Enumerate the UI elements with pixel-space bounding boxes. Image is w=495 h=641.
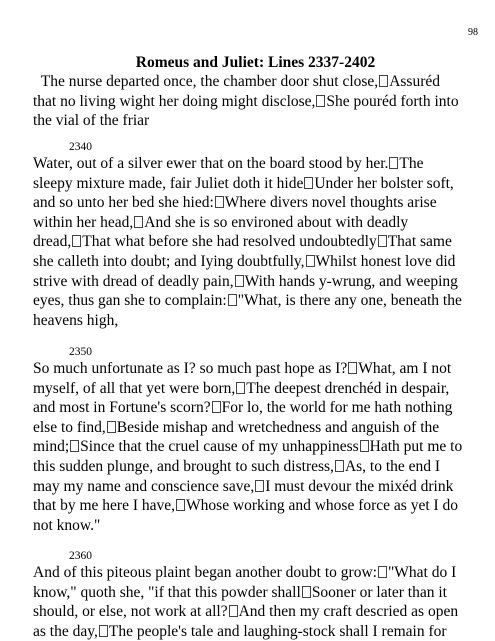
text-line: heavens high, bbox=[33, 311, 119, 329]
text-line: dread, That what before she had resolved undoubtedly That same bbox=[33, 233, 452, 251]
text-line: Water, out of a silver ewer that on the board stood by her. The bbox=[33, 155, 424, 172]
line-break-box-icon bbox=[378, 566, 387, 578]
line-break-box-icon bbox=[378, 235, 387, 247]
line-break-box-icon bbox=[235, 275, 244, 287]
line-break-box-icon bbox=[306, 255, 315, 267]
text-line: should, or else, not work at all? And then my craft descried as open bbox=[33, 603, 459, 621]
line-break-box-icon bbox=[316, 95, 325, 107]
text-line: may my name and conscience save, I must devour the mixéd drink bbox=[33, 477, 454, 495]
text-line: myself, of all that yet were born, The deepest drenchéd in despair, bbox=[33, 379, 450, 397]
line-break-box-icon bbox=[302, 586, 311, 598]
line-break-box-icon bbox=[236, 382, 245, 394]
text-line: as the day, The people's tale and laughing-stock shall I remain for bbox=[33, 622, 447, 640]
text-line: and so unto her bed she hied: Where divers novel thoughts arise bbox=[33, 194, 437, 212]
text-line: eyes, thus gan she to complain: "What, is there any one, beneath the bbox=[33, 292, 462, 310]
line-break-box-icon bbox=[212, 401, 221, 413]
line-break-box-icon bbox=[304, 177, 313, 189]
line-break-box-icon bbox=[107, 421, 116, 433]
text-line: that no living wight her doing might disclose, She pouréd forth into bbox=[33, 92, 459, 110]
line-break-box-icon bbox=[70, 440, 79, 452]
line-number-2350: 2350 bbox=[69, 346, 92, 358]
text-line: And of this piteous plaint began another doubt to grow: "What do I bbox=[33, 564, 457, 581]
line-number-2340: 2340 bbox=[69, 141, 92, 153]
text-line: strive with dread of deadly pain, With hands y-wrung, and weeping bbox=[33, 272, 458, 290]
page-number: 98 bbox=[468, 27, 478, 38]
line-break-box-icon bbox=[389, 157, 398, 169]
text-line: So much unfortunate as I? so much past hope as I? What, am I not bbox=[33, 360, 452, 377]
line-number-2360: 2360 bbox=[69, 550, 92, 562]
text-line: the vial of the friar bbox=[33, 112, 150, 130]
line-break-box-icon bbox=[360, 440, 369, 452]
line-break-box-icon bbox=[134, 216, 143, 228]
line-break-box-icon bbox=[72, 235, 81, 247]
text-block-4 bbox=[33, 563, 481, 641]
text-line: she calleth into doubt; and Iying doubtfully, Whilst honest love did bbox=[33, 252, 456, 270]
line-break-box-icon bbox=[215, 196, 224, 208]
text-line: that by me here I have, Whose working and whose force as yet I do bbox=[33, 497, 459, 515]
text-line: this sudden plunge, and brought to such distress, As, to the end I bbox=[33, 457, 441, 475]
line-break-box-icon bbox=[335, 460, 344, 472]
text-block-2 bbox=[33, 154, 481, 330]
text-line: know," quoth she, "if that this powder shall Sooner or later than it bbox=[33, 583, 447, 601]
text-line: The nurse departed once, the chamber door shut close, Assuréd bbox=[33, 73, 440, 90]
line-break-box-icon bbox=[176, 499, 185, 511]
text-line: else to find, Beside mishap and wretchedness and anguish of the bbox=[33, 418, 440, 436]
text-block-1 bbox=[33, 72, 481, 131]
line-break-box-icon bbox=[99, 625, 108, 637]
line-break-box-icon bbox=[348, 362, 357, 374]
line-break-box-icon bbox=[229, 605, 238, 617]
text-line: sleepy mixture made, fair Juliet doth it hide Under her bolster soft, bbox=[33, 174, 454, 192]
line-break-box-icon bbox=[228, 294, 237, 306]
text-line: mind; Since that the cruel cause of my unhappiness Hath put me to bbox=[33, 438, 463, 456]
text-block-3 bbox=[33, 359, 481, 535]
line-break-box-icon bbox=[255, 480, 264, 492]
page-title: Romeus and Juliet: Lines 2337-2402 bbox=[135, 54, 376, 71]
text-line: and most in Fortune's scorn? For lo, the world for me hath nothing bbox=[33, 399, 453, 417]
text-line: within her head, And she is so environed about with deadly bbox=[33, 213, 409, 231]
line-break-box-icon bbox=[379, 75, 388, 87]
text-line: not know." bbox=[33, 516, 101, 534]
